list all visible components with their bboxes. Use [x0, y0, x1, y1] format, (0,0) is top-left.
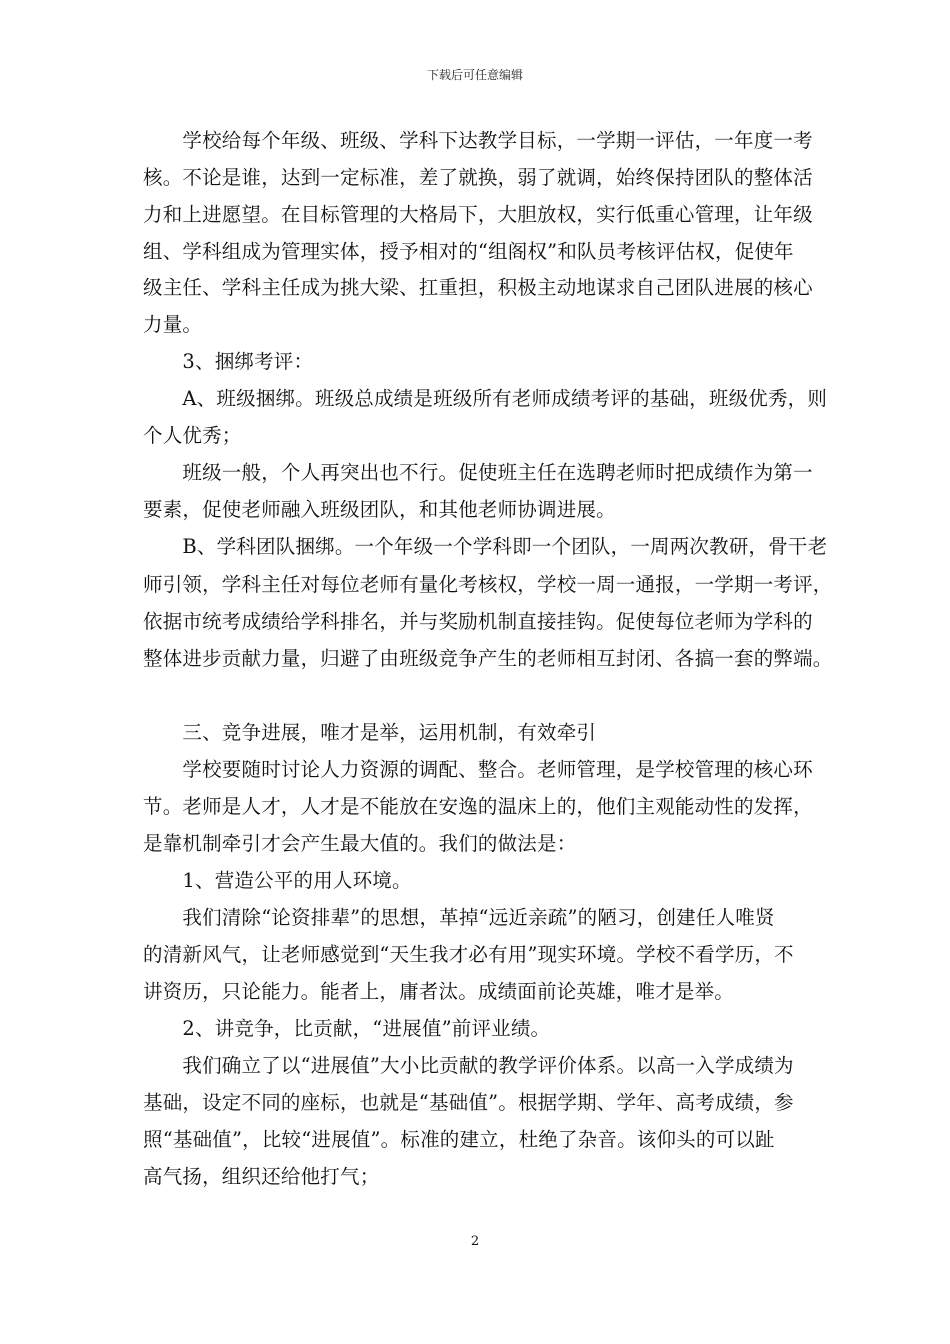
text-line: 学校给每个年级、班级、学科下达教学目标，一学期一评估，一年度一考 [143, 129, 813, 152]
text-line: 整体进步贡献力量，归避了由班级竞争产生的老师相互封闭、各搞一套的弊端。 [143, 647, 833, 670]
text-line: 个人优秀； [143, 424, 242, 447]
text-line: 力量。 [143, 313, 203, 336]
text-line: 核。不论是谁，达到一定标准，差了就换，弱了就调，始终保持团队的整体活 [143, 166, 813, 189]
page-header: 下载后可任意编辑 [426, 68, 523, 82]
text-line: 学校要随时讨论人力资源的调配、整合。老师管理，是学校管理的核心环 [143, 758, 813, 781]
page-number: 2 [470, 1234, 480, 1249]
text-line: 3、捆绑考评： [143, 350, 314, 373]
text-line: 照“基础值”，比较“进展值”。标准的建立，杜绝了杂音。该仰头的可以趾 [143, 1128, 775, 1151]
text-line: 力和上进愿望。在目标管理的大格局下，大胆放权，实行低重心管理，让年级 [143, 203, 813, 226]
text-line: 组、学科组成为管理实体，授予相对的“组阁权”和队员考核评估权，促使年 [143, 240, 794, 263]
text-line: B、学科团队捆绑。一个年级一个学科即一个团队，一周两次教研，骨干老 [143, 535, 828, 558]
text-line: 我们确立了以“进展值”大小比贡献的教学评价体系。以高一入学成绩为 [143, 1054, 794, 1077]
text-line: 讲资历，只论能力。能者上，庸者汰。成绩面前论英雄，唯才是举。 [143, 980, 735, 1003]
text-line: 师引领，学科主任对每位老师有量化考核权，学校一周一通报，一学期一考评， [143, 573, 833, 596]
text-line: 节。老师是人才，人才是不能放在安逸的温床上的，他们主观能动性的发挥， [143, 795, 813, 818]
text-line: 班级一般，个人再突出也不行。促使班主任在选聘老师时把成绩作为第一 [143, 461, 813, 484]
text-line: 2、讲竞争，比贡献，“进展值”前评业绩。 [143, 1017, 551, 1040]
text-line: 我们清除“论资排辈”的思想，革掉“远近亲疏”的陋习，创建任人唯贤 [143, 906, 775, 929]
text-line: 依据市统考成绩给学科排名，并与奖励机制直接挂钩。促使每位老师为学科的 [143, 610, 813, 633]
text-line: A、班级捆绑。班级总成绩是班级所有老师成绩考评的基础，班级优秀，则 [143, 387, 828, 410]
text-line: 的清新风气，让老师感觉到“天生我才必有用”现实环境。学校不看学历，不 [143, 943, 794, 966]
text-line: 要素，促使老师融入班级团队，和其他老师协调进展。 [143, 498, 616, 521]
text-line: 1、营造公平的用人环境。 [143, 869, 412, 892]
text-line: 基础，设定不同的座标，也就是“基础值”。根据学期、学年、高考成绩，参 [143, 1091, 794, 1114]
text-line: 高气扬，组织还给他打气； [143, 1165, 380, 1188]
text-line: 级主任、学科主任成为挑大梁、扛重担，积极主动地谋求自己团队进展的核心 [143, 276, 813, 299]
text-line: 是靠机制牵引才会产生最大值的。我们的做法是： [143, 832, 577, 855]
section-heading: 三、竞争进展，唯才是举，运用机制，有效牵引 [143, 721, 597, 744]
